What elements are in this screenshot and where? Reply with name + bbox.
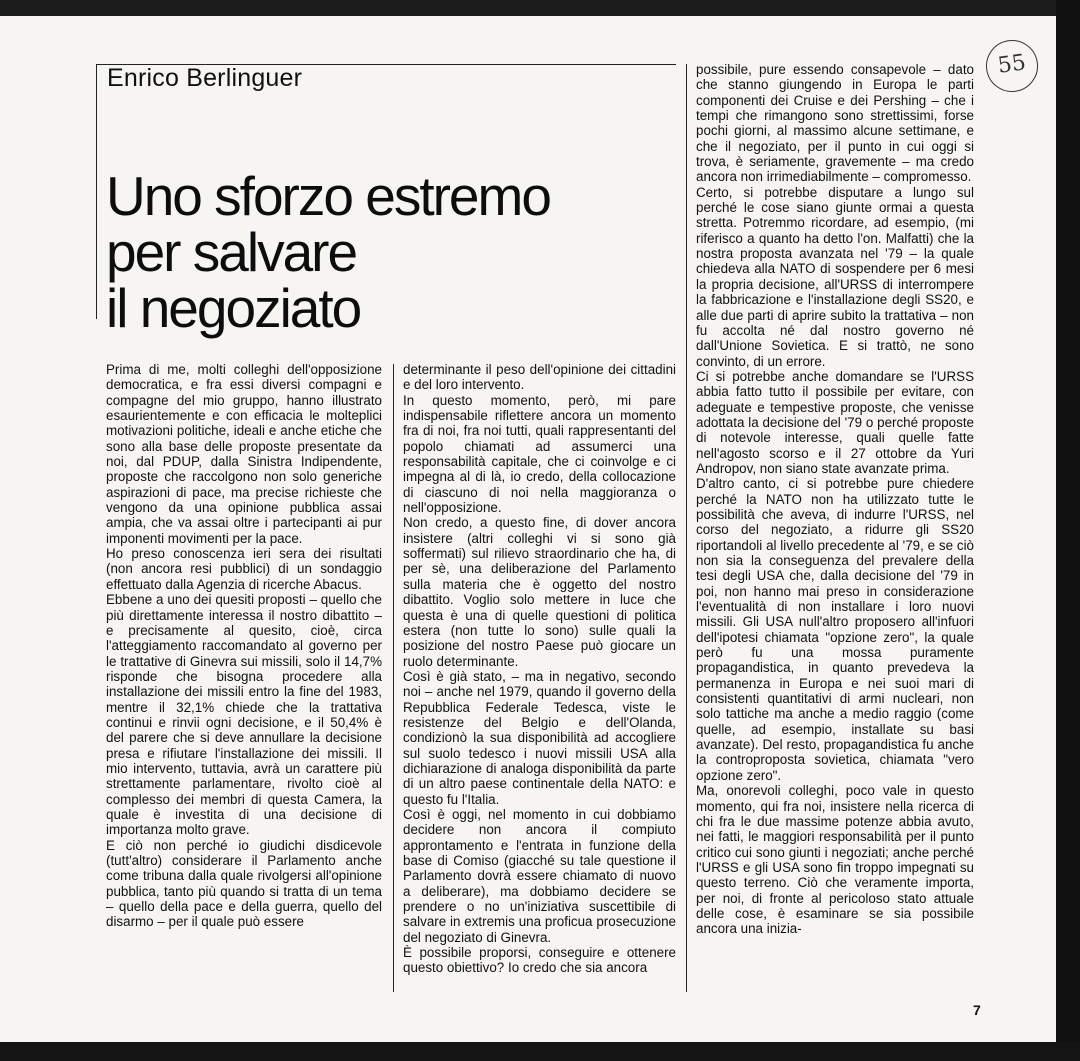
page-number: 7 <box>973 1002 981 1018</box>
column-divider-2 <box>686 64 687 992</box>
text-column-1 <box>106 362 382 930</box>
column-divider-1 <box>393 364 394 992</box>
paragraph: Non credo, a questo fine, di dover ancora insistere (altri colleghi vi si sono già soffermati) sul rilievo straordinario che ha, di per sè, una deliberazione del Parlamento sulla materia che è oggetto del nostro dibattito. Voglio solo mettere in luce che questa è una di quelle questioni di politica estera (non tutte lo sono) sulle quali la posizione del nostro Paese può giocare un ruolo determinante. <box>403 515 676 669</box>
text-column-3 <box>696 62 974 937</box>
title-line: Uno sforzo estremo <box>106 165 550 227</box>
left-column-rule <box>96 64 97 319</box>
handwritten-page-stamp: 55 <box>983 37 1042 96</box>
paragraph: Così è già stato, – ma in negativo, secondo noi – anche nel 1979, quando il governo della Repubblica Federale Tedesca, viste le resistenze del Belgio e dell'Olanda, condizionò la sua disponibilità ad accogliere sul suolo tedesco i nuovi missili USA alla dichiarazione di analoga disponibilità da parte di un altro paese continentale della NATO: e questo fu l'Italia. <box>403 668 676 807</box>
magazine-page <box>0 16 1056 1042</box>
scan-border-right <box>1056 0 1080 1061</box>
title-line: per salvare <box>106 221 357 283</box>
paragraph: possibile, pure essendo consapevole – dato che stanno giungendo in Europa le parti componenti dei Cruise e dei Pershing – che i tempi che rimangono sono strettissimi, forse pochi giorni, al massimo alcune settimane, e che il negoziato, per il punto in cui oggi si trova, è seriamente, gravemente – ma credo ancora non irrimediabilmente – compromesso. <box>696 62 974 185</box>
paragraph: Prima di me, molti colleghi dell'opposizione democratica, e fra essi diversi compagni e compagne del mio gruppo, hanno illustrato esaurientemente e con efficacia le molteplici motivazioni politiche, ideali e anche etiche che sono alla base delle proposte presentate da noi, dal PDUP, dalla Sinistra Indipendente, proposte che raccolgono non solo generiche aspirazioni di pace, ma precise richieste che vengono da una opinione pubblica assai ampia, che va assai oltre i partecipanti ai pur imponenti movimenti per la pace. <box>106 362 382 546</box>
paragraph: E ciò non perché io giudichi disdicevole (tutt'altro) considerare il Parlamento anche come tribuna dalla quale rivolgersi all'opinione pubblica, tanto più quando si tratta di un tema – quello della pace e della guerra, quello del disarmo – per il quale può essere <box>106 837 382 930</box>
paragraph: determinante il peso dell'opinione dei cittadini e del loro intervento. <box>403 362 676 393</box>
article-title <box>106 165 550 339</box>
paragraph: Così è oggi, nel momento in cui dobbiamo decidere non ancora il compiuto approntamento e l'entrata in funzione della base di Comiso (giacché su tale questione il Parlamento dovrà essere chiamato di nuovo a deliberare), ma dobbiamo decidere se prendere o no un'iniziativa suscettibile di salvare in extremis una proficua prosecuzione del negoziato di Ginevra. <box>403 806 676 945</box>
paragraph: Ma, onorevoli colleghi, poco vale in questo momento, qui fra noi, insistere nella ricerca di chi fra le due massime potenze abbia avuto, nei fatti, le maggiori responsabilità per il punto critico cui sono giunti i negoziati; anche perché l'URSS e gli USA sono fin troppo impegnati su questo terreno. Ciò che veramente importa, per noi, di fronte al pericoloso stato attuale delle cose, è esaminare se sia possibile ancora una inizia- <box>696 783 974 937</box>
title-line: il negoziato <box>106 277 361 339</box>
paragraph: Ci si potrebbe anche domandare se l'URSS abbia fatto tutto il possibile per evitare, con adeguate e tempestive proposte, che venisse adottata la decisione del '79 o perché proposte di notevole interesse, quali quelle fatte nell'agosto scorso e il 27 ottobre da Yuri Andropov, non siano state avanzate prima. <box>696 368 974 476</box>
text-column-2 <box>403 362 676 976</box>
author-name: Enrico Berlinguer <box>107 64 303 92</box>
paragraph: Ebbene a uno dei quesiti proposti – quello che più direttamente interessa il nostro dibattito – e precisamente al quesito, cioè, circa l'atteggiamento raccomandato al governo per le trattative di Ginevra sui missili, solo il 14,7% risponde che bisogna procedere alla installazione dei missili entro la fine del 1983, mentre il 32,1% chiede che la trattativa continui e rinvii ogni decisione, e il 50,4% è del parere che si deve annullare la decisione presa e rifiutare l'installazione dei missili. Il mio intervento, tuttavia, avrà un carattere più strettamente parlamentare, rivolto cioè al complesso dei membri di questa Camera, la quale è investita di una decisione di importanza molto grave. <box>106 592 382 838</box>
scan-border-bottom <box>0 1042 1080 1061</box>
paragraph: In questo momento, però, mi pare indispensabile riflettere ancora un momento fra di noi, fra noi tutti, quali rappresentanti del popolo chiamati ad assumerci una responsabilità capitale, che ci coinvolge e ci impegna al di là, io credo, della collocazione di ciascuno di noi nella maggioranza o nell'opposizione. <box>403 392 676 516</box>
paragraph: È possibile proporsi, conseguire e ottenere questo obiettivo? Io credo che sia ancora <box>403 945 676 976</box>
paragraph: Ho preso conoscenza ieri sera dei risultati (non ancora resi pubblici) di un sondaggio effettuato dalla Agenzia di ricerche Abacus. <box>106 546 382 592</box>
paragraph: Certo, si potrebbe disputare a lungo sul perché le cose siano giunte ormai a questa stretta. Potremmo ricordare, ad esempio, (mi riferisco a quanto ha detto l'on. Malfatti) che la nostra proposta avanzata nel '79 – la quale chiedeva alla NATO di sospendere per 6 mesi la propria decisione, all'URSS di interrompere la fabbricazione e l'installazione degli SS20, e alle due parti di aprire subito la trattativa – non fu accolta né dal nostro governo né dall'Unione Sovietica. E si trattò, ne sono convinto, di un errore. <box>696 184 974 369</box>
paragraph: D'altro canto, ci si potrebbe pure chiedere perché la NATO non ha utilizzato tutte le possibilità che aveva, di indurre l'URSS, nel corso del negoziato, a ridurre gli SS20 riportandoli al livello precedente al '79, e se ciò non sia la conseguenza del prevalere della tesi degli USA che, dalla decisione del '79 in poi, non hanno mai preso in considerazione l'eventualità di non installare i loro nuovi missili. Gli USA null'altro proposero all'infuori dell'ipotesi chiamata "opzione zero", la quale però fu una mossa puramente propagandistica, in quanto prevedeva la permanenza in Europa e nei suoi mari di consistenti quantitativi di armi nucleari, non solo tattiche ma anche a medio raggio (come quelle, ad esempio, installate su basi avanzate). Del resto, propagandistica fu anche la controproposta sovietica, chiamata "vero opzione zero". <box>696 476 974 783</box>
